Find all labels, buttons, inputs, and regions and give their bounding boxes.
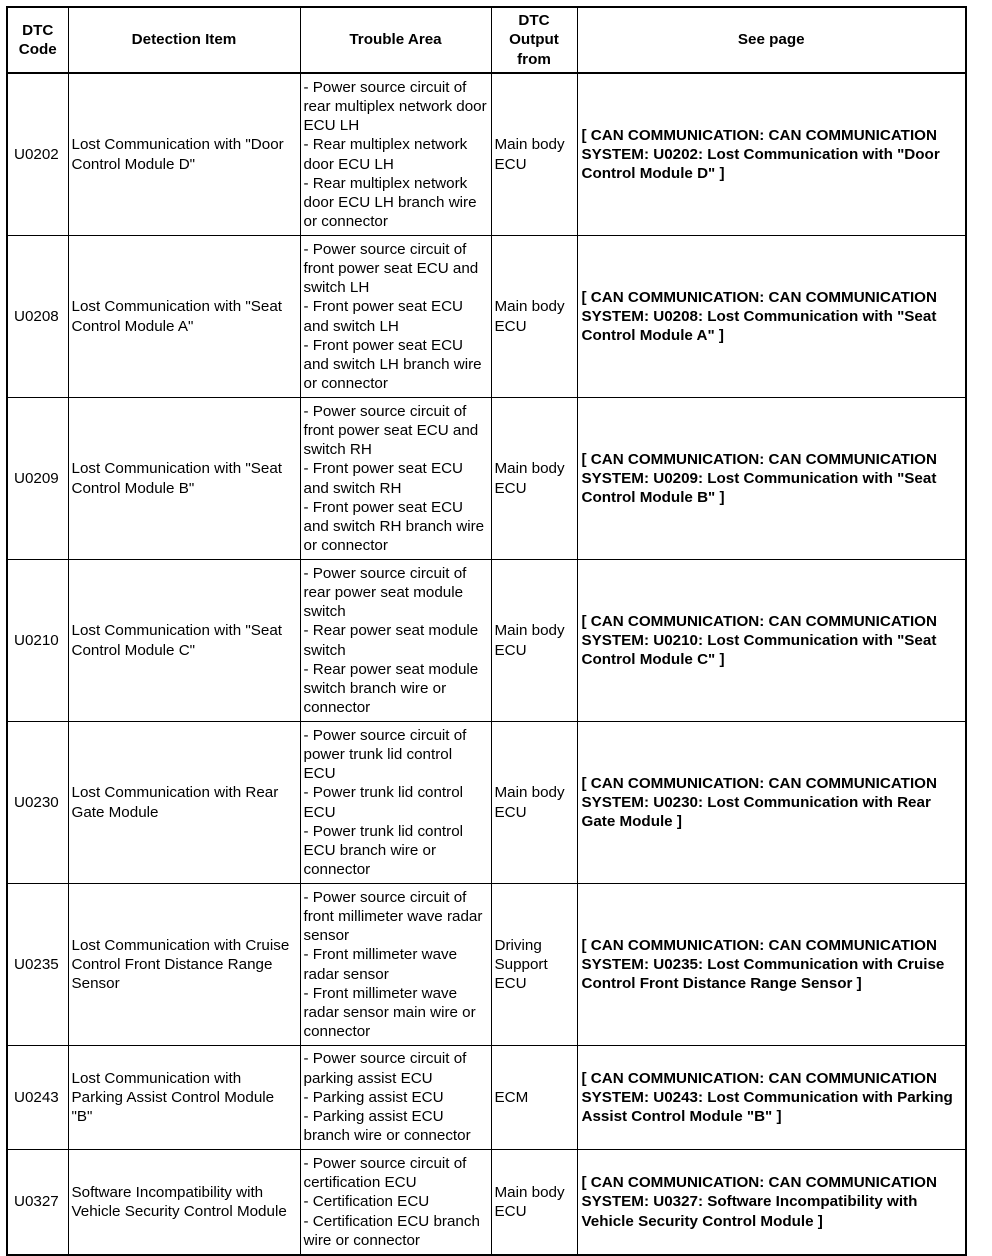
see-page-link[interactable]: [ CAN COMMUNICATION: CAN COMMUNICATION SYSTEM: U0230: Lost Communication with Rear Gate Module ] — [577, 722, 966, 884]
dtc-code-cell: U0202 — [7, 73, 68, 236]
trouble-area-cell — [300, 560, 491, 722]
trouble-area-cell — [300, 1046, 491, 1150]
table-row — [7, 73, 966, 236]
see-page-link[interactable]: [ CAN COMMUNICATION: CAN COMMUNICATION SYSTEM: U0243: Lost Communication with Parking Assist Control Module "B" ] — [577, 1046, 966, 1150]
trouble-area-cell — [300, 398, 491, 560]
trouble-area-line: - Front millimeter wave radar sensor main wire or connector — [303, 984, 476, 1041]
trouble-area-line: - Front power seat ECU and switch LH branch wire or connector — [303, 336, 482, 393]
see-page-link[interactable]: [ CAN COMMUNICATION: CAN COMMUNICATION SYSTEM: U0210: Lost Communication with "Seat Control Module C" ] — [577, 560, 966, 722]
detection-item-cell: Lost Communication with "Seat Control Module C" — [68, 560, 300, 722]
trouble-area-line: - Power source circuit of parking assist ECU — [303, 1050, 467, 1087]
dtc-output-cell: Main body ECU — [491, 236, 577, 398]
dtc-table — [6, 6, 967, 1256]
trouble-area-cell — [300, 884, 491, 1046]
header-trouble-area: Trouble Area — [300, 7, 491, 73]
trouble-area-line: - Power source circuit of power trunk lid control ECU — [303, 726, 467, 783]
trouble-area-line: - Rear power seat module switch — [303, 622, 479, 659]
table-row — [7, 236, 966, 398]
table-row — [7, 1046, 966, 1150]
dtc-output-cell: ECM — [491, 1046, 577, 1150]
dtc-output-cell: Main body ECU — [491, 1150, 577, 1256]
table-row — [7, 560, 966, 722]
trouble-area-line: - Power source circuit of front power seat ECU and switch LH — [303, 240, 479, 297]
trouble-area-line: - Power source circuit of rear power seat module switch — [303, 564, 467, 621]
table-row — [7, 1150, 966, 1256]
trouble-area-line: - Power source circuit of certification ECU — [303, 1154, 467, 1192]
trouble-area-line: - Front power seat ECU and switch RH — [303, 460, 464, 497]
see-page-link[interactable]: [ CAN COMMUNICATION: CAN COMMUNICATION SYSTEM: U0327: Software Incompatibility with Vehicle Security Control Module ] — [577, 1150, 966, 1256]
trouble-area-cell — [300, 722, 491, 884]
see-page-link[interactable]: [ CAN COMMUNICATION: CAN COMMUNICATION SYSTEM: U0235: Lost Communication with Cruise Control Front Distance Range Sensor ] — [577, 884, 966, 1046]
header-detection-item: Detection Item — [68, 7, 300, 73]
trouble-area-line: - Front power seat ECU and switch RH branch wire or connector — [303, 498, 485, 555]
detection-item-cell: Lost Communication with "Door Control Module D" — [68, 73, 300, 236]
trouble-area-line: - Power source circuit of front power seat ECU and switch RH — [303, 402, 479, 459]
trouble-area-line: - Front power seat ECU and switch LH — [303, 298, 464, 335]
header-see-page: See page — [577, 7, 966, 73]
trouble-area-line: - Power source circuit of rear multiplex network door ECU LH — [303, 78, 487, 135]
dtc-code-cell: U0208 — [7, 236, 68, 398]
trouble-area-cell — [300, 1150, 491, 1256]
dtc-code-cell: U0243 — [7, 1046, 68, 1150]
see-page-link[interactable]: [ CAN COMMUNICATION: CAN COMMUNICATION SYSTEM: U0202: Lost Communication with "Door Control Module D" ] — [577, 73, 966, 236]
dtc-code-cell: U0230 — [7, 722, 68, 884]
dtc-output-cell: Main body ECU — [491, 73, 577, 236]
detection-item-cell: Lost Communication with Cruise Control Front Distance Range Sensor — [68, 884, 300, 1046]
trouble-area-line: - Parking assist ECU branch wire or connector — [303, 1108, 471, 1145]
table-row — [7, 722, 966, 884]
see-page-link[interactable]: [ CAN COMMUNICATION: CAN COMMUNICATION SYSTEM: U0209: Lost Communication with "Seat Control Module B" ] — [577, 398, 966, 560]
header-row — [7, 7, 966, 73]
trouble-area-cell — [300, 236, 491, 398]
dtc-code-cell: U0210 — [7, 560, 68, 722]
detection-item-cell: Software Incompatibility with Vehicle Security Control Module — [68, 1150, 300, 1256]
dtc-output-cell: Driving Support ECU — [491, 884, 577, 1046]
table-row — [7, 398, 966, 560]
detection-item-cell: Lost Communication with "Seat Control Module B" — [68, 398, 300, 560]
dtc-code-cell: U0209 — [7, 398, 68, 560]
trouble-area-line: - Parking assist ECU — [303, 1088, 444, 1106]
trouble-area-line: - Rear multiplex network door ECU LH branch wire or connector — [303, 174, 477, 231]
dtc-code-cell: U0235 — [7, 884, 68, 1046]
trouble-area-line: - Front millimeter wave radar sensor — [303, 946, 458, 983]
header-dtc-output: DTC Output from — [491, 7, 577, 73]
dtc-code-cell: U0327 — [7, 1150, 68, 1256]
table-row — [7, 884, 966, 1046]
detection-item-cell: Lost Communication with "Seat Control Module A" — [68, 236, 300, 398]
dtc-output-cell: Main body ECU — [491, 722, 577, 884]
dtc-output-cell: Main body ECU — [491, 398, 577, 560]
trouble-area-line: - Power trunk lid control ECU branch wire or connector — [303, 822, 464, 879]
detection-item-cell: Lost Communication with Rear Gate Module — [68, 722, 300, 884]
trouble-area-line: - Certification ECU branch wire or connector — [303, 1212, 480, 1249]
trouble-area-line: - Rear power seat module switch branch wire or connector — [303, 660, 479, 717]
header-dtc-code: DTC Code — [7, 7, 68, 73]
dtc-output-cell: Main body ECU — [491, 560, 577, 722]
trouble-area-line: - Power source circuit of front millimeter wave radar sensor — [303, 888, 483, 945]
trouble-area-line: - Rear multiplex network door ECU LH — [303, 136, 468, 173]
detection-item-cell: Lost Communication with Parking Assist Control Module "B" — [68, 1046, 300, 1150]
see-page-link[interactable]: [ CAN COMMUNICATION: CAN COMMUNICATION SYSTEM: U0208: Lost Communication with "Seat Control Module A" ] — [577, 236, 966, 398]
trouble-area-line: - Power trunk lid control ECU — [303, 784, 464, 821]
trouble-area-line: - Certification ECU — [303, 1193, 430, 1211]
trouble-area-cell — [300, 73, 491, 236]
